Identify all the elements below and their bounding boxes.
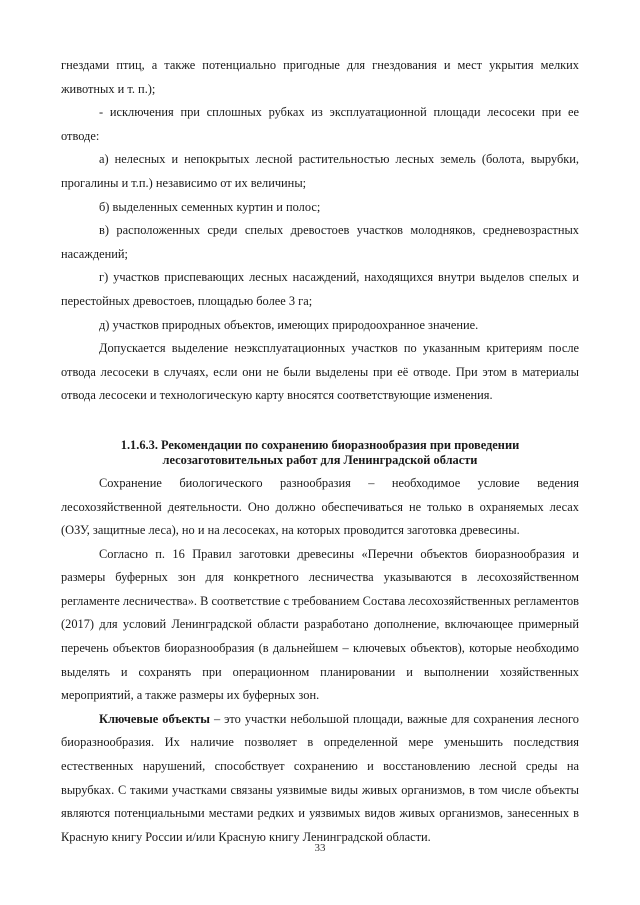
list-item-v: в) расположенных среди спелых древостоев участков молодняков, средневозрастных насаждений; (61, 223, 579, 261)
list-item-g: г) участков приспевающих лесных насаждений, находящихся внутри выделов спелых и перестойных древостоев, площадью более 3 га; (61, 270, 579, 308)
document-page (61, 54, 579, 849)
list-item-d: д) участков природных объектов, имеющих природоохранное значение. (99, 317, 479, 332)
section-heading-line2: лесозаготовительных работ для Ленинградской области (162, 452, 478, 467)
paragraph-allowance: Допускается выделение неэксплуатационных участков по указанным критериям после отвода лесосеки в случаях, если они не были выделены при её отводе. При этом в материалы отвода лесосеки и технологическую карту вносятся соответствующие изменения. (61, 341, 579, 403)
page-number: 33 (314, 842, 326, 854)
key-objects-term: Ключевые объекты (99, 711, 210, 726)
paragraph-key-objects (61, 708, 579, 850)
paragraph-continuation: гнездами птиц, а также потенциально пригодные для гнездования и мест укрытия мелких животных и т. п.); (61, 58, 579, 96)
paragraph-exclusion: - исключения при сплошных рубках из эксплуатационной площади лесосеки при ее отводе: (61, 105, 579, 143)
paragraph-rules: Согласно п. 16 Правил заготовки древесины «Перечни объектов биоразнообразия и размеры буферных зон для конкретного лесничества указываются в лесохозяйственном регламенте лесничества». В соответствие с требованием Состава лесохозяйственных регламентов (2017) для условий Ленинградской области разработано дополнение, включающее примерный перечень объектов биоразнообразия (в дальнейшем – ключевых объектов), которые необходимо выделять и сохранять при операционном планировании и выполнении хозяйственных мероприятий, а также размеры их буферных зон. (61, 546, 579, 703)
key-objects-definition: – это участки небольшой площади, важные для сохранения лесного биоразнообразия. Их наличие позволяет в определенной мере уменьшить последствия естественных нарушений, способствует сохранению и восстановлению лесной среды на вырубках. С такими участками связаны уязвимые виды живых организмов, в том числе объекты являются потенциальными местами редких и уязвимых видов живых организмов, занесенных в Красную книгу России и/или Красную книгу Ленинградской области. (61, 711, 579, 844)
list-item-a: а) нелесных и непокрытых лесной растительностью лесных земель (болота, вырубки, прогалины и т.п.) независимо от их величины; (61, 152, 579, 190)
list-item-b: б) выделенных семенных куртин и полос; (99, 199, 321, 214)
paragraph-biodiversity: Сохранение биологического разнообразия – необходимое условие ведения лесохозяйственной деятельности. Оно должно обеспечиваться не только в охраняемых лесах (ОЗУ, защитные леса), но и на лесосеках, на которых проводится заготовка древесины. (61, 475, 579, 538)
section-heading (61, 438, 579, 468)
section-heading-line1: 1.1.6.3. Рекомендации по сохранению биоразнообразия при проведении (120, 437, 520, 452)
